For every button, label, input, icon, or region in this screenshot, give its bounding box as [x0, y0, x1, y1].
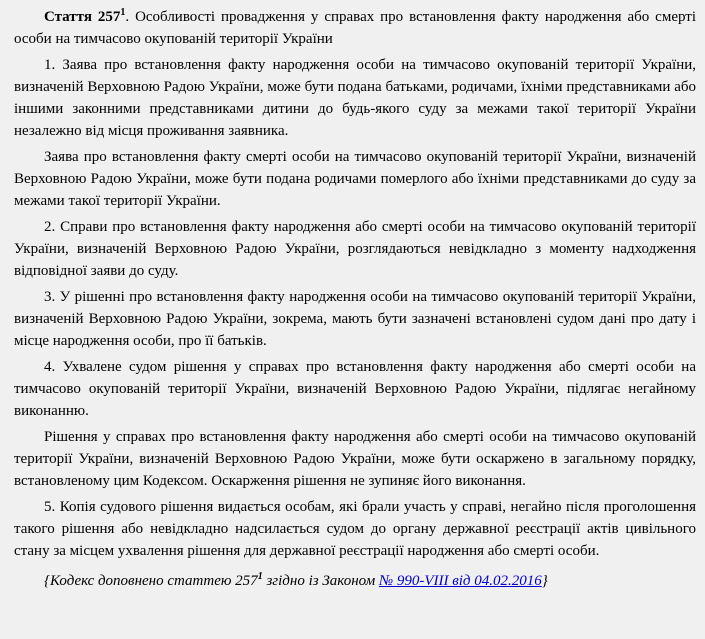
article-paragraph: Рішення у справах про встановлення факту народження або смерті особи на тимчасово окупованій території України, визначеній Верховною Радою України, може бути оскаржено в загальному порядку, встановленому цим Кодексом. Оскарження рішення не зупиняє його виконання.: [14, 429, 696, 489]
article-paragraph: 2. Справи про встановлення факту народження або смерті особи на тимчасово окупованій території України, визначеній Верховною Радою України, розглядаються невідкладно з моменту надходження відповідної заяви до суду.: [14, 219, 696, 279]
amendment-note-prefix: {Кодекс доповнено статтею 257: [44, 573, 258, 589]
article-paragraph: 3. У рішенні про встановлення факту народження особи на тимчасово окупованій території України, визначеній Верховною Радою України, зокрема, мають бути зазначені встановлені судом дані про дату і місце народження особи, про її батьків.: [14, 289, 696, 349]
article-title-text: . Особливості провадження у справах про встановлення факту народження або смерті особи на тимчасово окупованій території України: [14, 9, 696, 47]
article-title: [14, 6, 696, 50]
amendment-note-superscript: 1: [257, 571, 263, 582]
amendment-note: [14, 570, 696, 592]
law-reference-link[interactable]: № 990-VIII від 04.02.2016: [378, 573, 542, 589]
article-paragraph: 5. Копія судового рішення видається особам, які брали участь у справі, негайно після проголошення такого рішення або невідкладно надсилається судом до органу державної реєстрації актів цивільного стану за місцем ухвалення рішення для державної реєстрації народження або смерті особи.: [14, 499, 696, 559]
amendment-note-suffix: }: [541, 573, 548, 589]
article-number-superscript: 1: [120, 7, 126, 18]
article-paragraph: 1. Заява про встановлення факту народження особи на тимчасово окупованій території України, визначеній Верховною Радою України, може бути подана батьками, родичами, їхніми представниками або іншими законними представниками дитини до будь-якого суду за межами такої території України незалежно від місця проживання заявника.: [14, 57, 696, 139]
amendment-note-middle: згідно із Законом: [262, 573, 379, 589]
article-number: Стаття $257^1$: [44, 7, 126, 25]
article-paragraph: 4. Ухвалене судом рішення у справах про встановлення факту народження або смерті особи на тимчасово окупованій території України, визначеній Верховною Радою України, підлягає негайному виконанню.: [14, 359, 696, 419]
article-paragraph: Заява про встановлення факту смерті особи на тимчасово окупованій території України, визначеній Верховною Радою України, може бути подана родичами померлого або їхніми представниками до суду за межами такої території України.: [14, 149, 696, 209]
